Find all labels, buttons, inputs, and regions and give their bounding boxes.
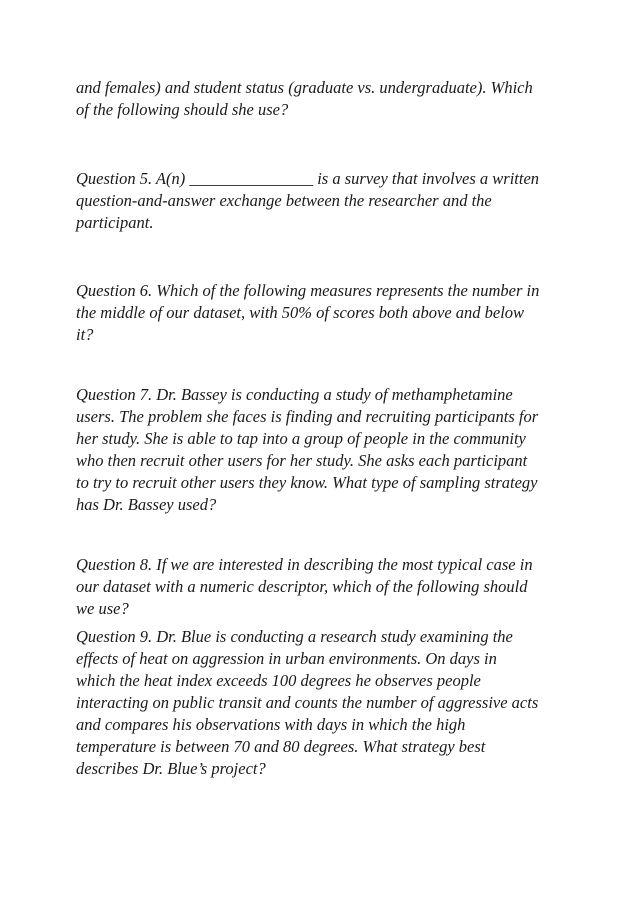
text-line: to try to recruit other users they know. What type of sampling strategy xyxy=(76,473,538,492)
text-line: participant. xyxy=(76,213,154,232)
text-line: users. The problem she faces is finding and recruiting participants for xyxy=(76,407,539,426)
text-line: Question 7. Dr. Bassey is conducting a study of methamphetamine xyxy=(76,385,513,404)
text-line: of the following should she use? xyxy=(76,100,289,119)
text-line: Question 8. If we are interested in describing the most typical case in xyxy=(76,555,533,574)
text-line: and females) and student status (graduate vs. undergraduate). Which xyxy=(76,78,533,97)
text-line: which the heat index exceeds 100 degrees he observes people xyxy=(76,671,481,690)
question-8-paragraph xyxy=(76,554,576,620)
text-line: interacting on public transit and counts the number of aggressive acts xyxy=(76,693,539,712)
question-9-paragraph xyxy=(76,626,576,780)
text-line: her study. She is able to tap into a group of people in the community xyxy=(76,429,526,448)
text-line: our dataset with a numeric descriptor, which of the following should xyxy=(76,577,528,596)
text-line: and compares his observations with days in which the high xyxy=(76,715,466,734)
text-line: has Dr. Bassey used? xyxy=(76,495,217,514)
text-line: question-and-answer exchange between the researcher and the xyxy=(76,191,492,210)
continuation-paragraph xyxy=(76,77,576,121)
text-line: Question 5. A(n) _______________ is a survey that involves a written xyxy=(76,169,540,188)
text-line: who then recruit other users for her study. She asks each participant xyxy=(76,451,528,470)
text-line: describes Dr. Blue’s project? xyxy=(76,759,266,778)
text-line: effects of heat on aggression in urban environments. On days in xyxy=(76,649,497,668)
text-line: we use? xyxy=(76,599,129,618)
question-7-paragraph xyxy=(76,384,576,516)
text-line: Question 9. Dr. Blue is conducting a research study examining the xyxy=(76,627,513,646)
text-line: temperature is between 70 and 80 degrees. What strategy best xyxy=(76,737,486,756)
text-line: it? xyxy=(76,325,94,344)
text-line: the middle of our dataset, with 50% of scores both above and below xyxy=(76,303,525,322)
question-6-paragraph xyxy=(76,280,576,346)
text-line: Question 6. Which of the following measures represents the number in xyxy=(76,281,540,300)
question-5-paragraph xyxy=(76,168,576,234)
